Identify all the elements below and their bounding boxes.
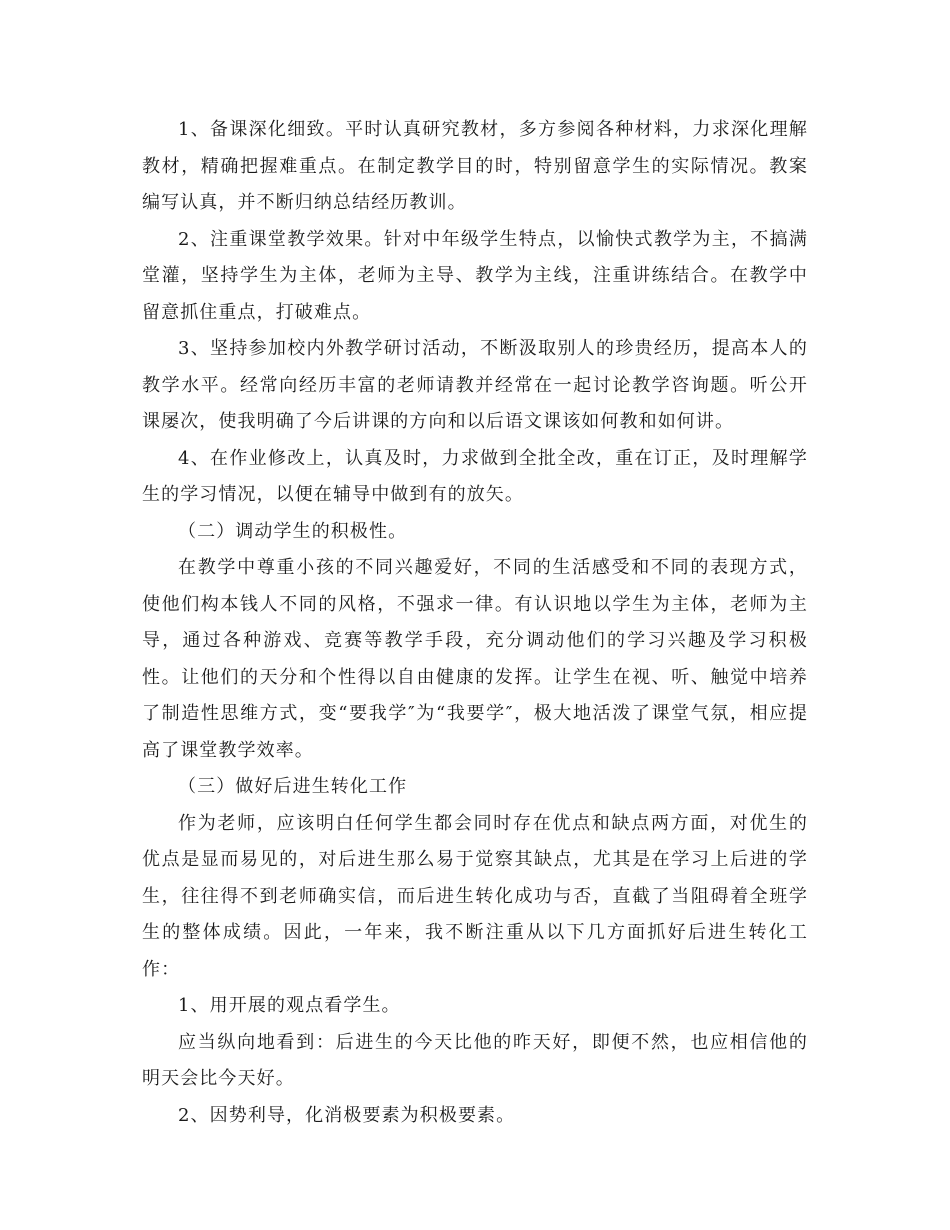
paragraph-struggling-students: 作为老师，应该明白任何学生都会同时存在优点和缺点两方面，对优生的优点是显而易见的，对后进生那么易于觉察其缺点，尤其是在学习上后进的学生，往往得不到老师确实信，而后进生转化成功与否，直截了当阻碍着全班学生的整体成绩。因此，一年来，我不断注重从以下几方面抓好后进生转化工作： — [142, 812, 808, 980]
paragraph-longitudinal-view: 应当纵向地看到：后进生的今天比他的昨天好，即便不然，也应相信他的明天会比今天好。 — [142, 1031, 808, 1089]
section-heading-motivation: （二）调动学生的积极性。 — [178, 520, 408, 542]
document-body — [142, 112, 808, 1134]
paragraph-development-view: 1、用开展的观点看学生。 — [178, 995, 401, 1016]
paragraph-motivation: 在教学中尊重小孩的不同兴趣爱好，不同的生活感受和不同的表现方式，使他们构本钱人不同的风格，不强求一律。有认识地以学生为主体，老师为主导，通过各种游戏、竞赛等教学手段，充分调动他们的学习兴趣及学习积极性。让他们的天分和个性得以自由健康的发挥。让学生在视、听、触觉中培养了制造性思维方式，变“要我学″为“我要学″，极大地活泼了课堂气氛，相应提高了课堂教学效率。 — [142, 557, 808, 761]
paragraph-homework-correction: 4、在作业修改上，认真及时，力求做到全批全改，重在订正，及时理解学生的学习情况，以便在辅导中做到有的放矢。 — [142, 447, 808, 505]
paragraph-lesson-prep: 1、备课深化细致。平时认真研究教材，多方参阅各种材料，力求深化理解教材，精确把握难重点。在制定教学目的时，特别留意学生的实际情况。教案编写认真，并不断归纳总结经历教训。 — [142, 119, 808, 213]
paragraph-guidance: 2、因势利导，化消极要素为积极要素。 — [178, 1104, 516, 1126]
paragraph-teaching-research: 3、坚持参加校内外教学研讨活动，不断汲取别人的珍贵经历，提高本人的教学水平。经常向经历丰富的老师请教并经常在一起讨论教学咨询题。听公开课屡次，使我明确了今后讲课的方向和以后语文课该如何教和如何讲。 — [142, 338, 808, 432]
paragraph-classroom-effect: 2、注重课堂教学效果。针对中年级学生特点，以愉快式教学为主，不搞满堂灌，坚持学生为主体，老师为主导、教学为主线，注重讲练结合。在教学中留意抓住重点，打破难点。 — [142, 228, 808, 323]
section-heading-struggling-students: （三）做好后进生转化工作 — [178, 776, 408, 797]
